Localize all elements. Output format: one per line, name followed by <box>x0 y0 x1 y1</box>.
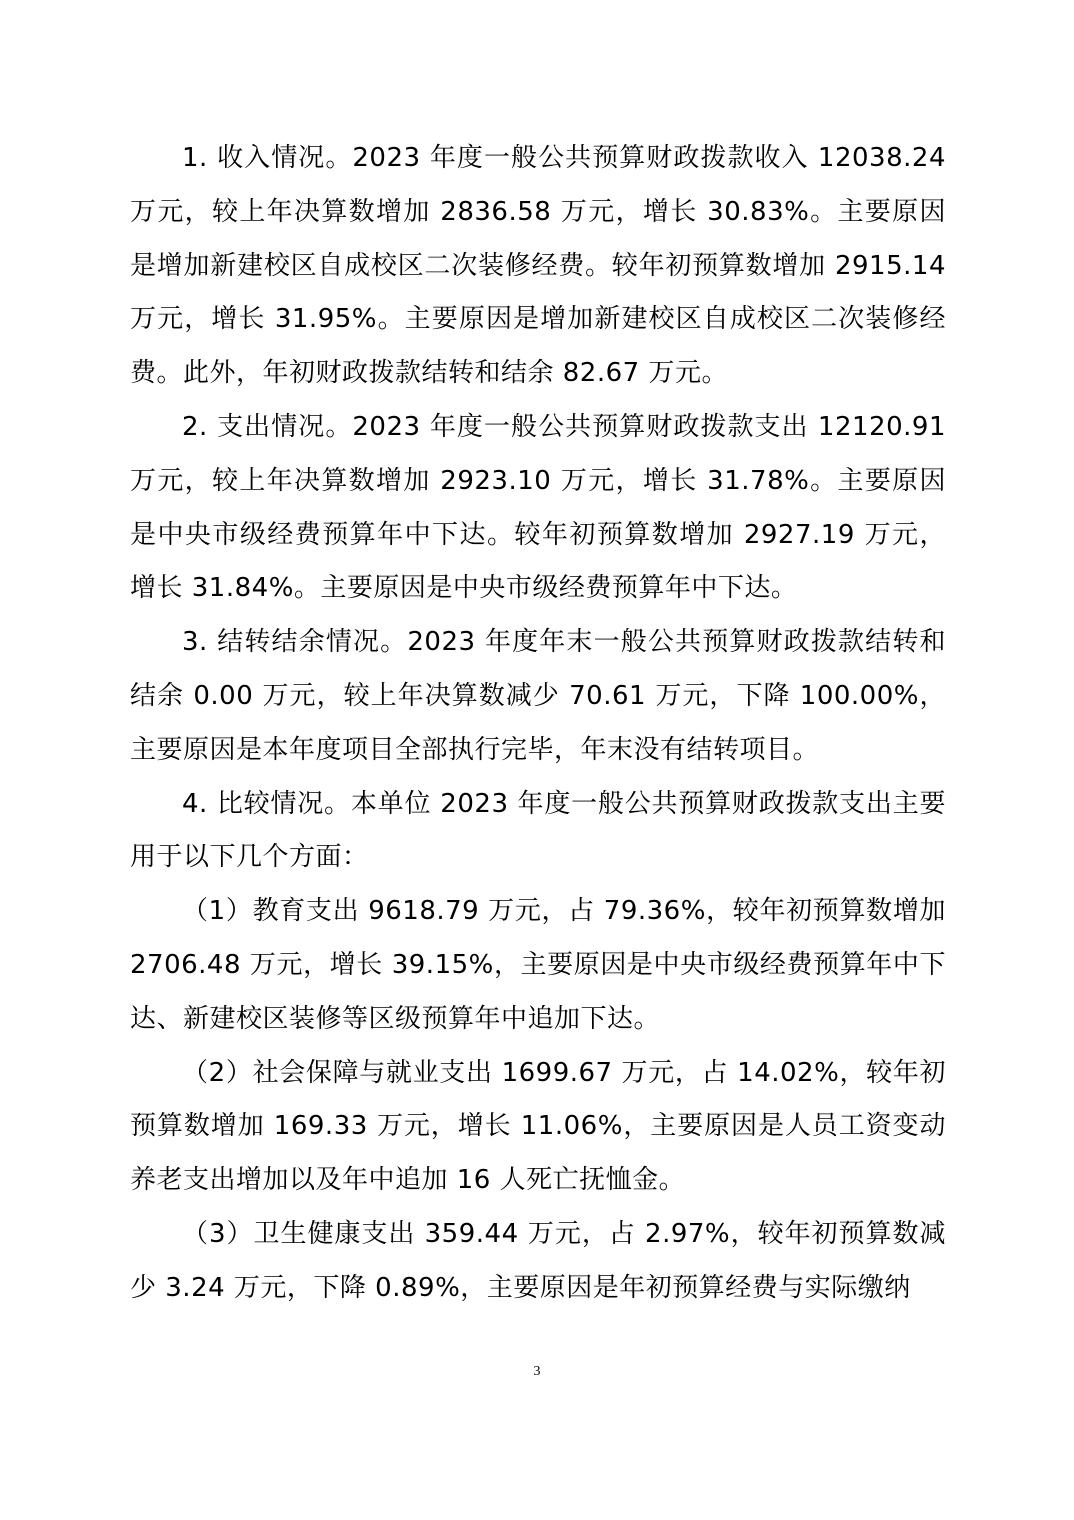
paragraph-expenditure <box>130 401 946 616</box>
page-number: 3 <box>533 1364 541 1379</box>
paragraph-social-security-text: （2）社会保障与就业支出 1699.67 万元，占 14.02%，较年初预算数增加 169.33 万元，增长 11.06%，主要原因是人员工资变动养老支出增加以及年中追加 16 人死亡抚恤金。 <box>130 1057 946 1196</box>
paragraph-education <box>130 885 946 1046</box>
paragraph-income-text: 2023 年度一般公共预算财政拨款收入 12038.24 万元，较上年决算数增加 2836.58 万元，增长 30.83%。主要原因是增加新建校区自成校区二次装修经费。较年初预算数增加 2915.14 万元，增长 31.95%。主要原因是增加新建校区自成校区二次装修经费。此外，年初财政拨款结转和结余 82.67 万元。 <box>130 143 946 389</box>
paragraph-health <box>130 1208 946 1316</box>
paragraph-expenditure-text: 2023 年度一般公共预算财政拨款支出 12120.91 万元，较上年决算数增加 2923.10 万元，增长 31.78%。主要原因是中央市级经费预算年中下达。较年初预算数增加 2927.19 万元，增长 31.84%。主要原因是中央市级经费预算年中下达。 <box>130 411 946 604</box>
paragraph-comparison <box>130 778 946 886</box>
paragraph-health-text: （3）卫生健康支出 359.44 万元，占 2.97%，较年初预算数减少 3.24 万元，下降 0.89%，主要原因是年初预算经费与实际缴纳 <box>130 1218 946 1303</box>
paragraph-social-security <box>130 1047 946 1208</box>
paragraph-comparison-text: 本单位 2023 年度一般公共预算财政拨款支出主要用于以下几个方面： <box>130 788 946 873</box>
heading-carryover: 3. 结转结余情况。 <box>182 627 408 658</box>
paragraph-carryover-text: 2023 年度年末一般公共预算财政拨款结转和结余 0.00 万元，较上年决算数减少 70.61 万元，下降 100.00%，主要原因是本年度项目全部执行完毕，年末没有结转项目。 <box>130 627 947 765</box>
heading-expenditure: 2. 支出情况。 <box>182 411 353 442</box>
paragraph-education-text: （1）教育支出 9618.79 万元，占 79.36%，较年初预算数增加 2706.48 万元，增长 39.15%，主要原因是中央市级经费预算年中下达、新建校区装修等区级预算年中追加下达。 <box>130 896 946 1034</box>
heading-comparison: 4. 比较情况。 <box>182 788 351 819</box>
paragraph-income <box>130 132 946 401</box>
document-body <box>130 132 946 1316</box>
heading-income: 1. 收入情况。 <box>182 143 353 173</box>
paragraph-carryover <box>130 616 946 777</box>
